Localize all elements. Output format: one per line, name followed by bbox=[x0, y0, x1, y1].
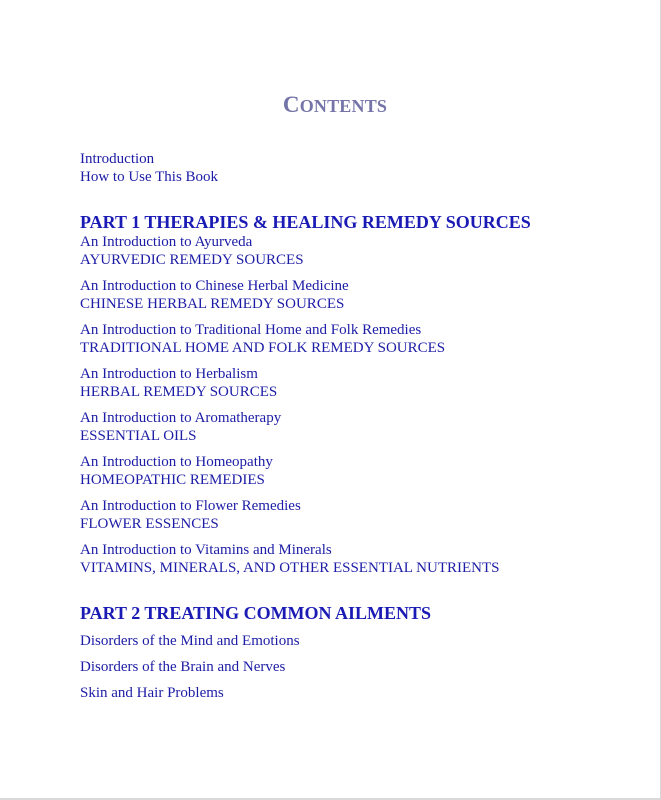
part1-heading[interactable]: PART 1 THERAPIES & HEALING REMEDY SOURCES bbox=[80, 212, 531, 232]
part2-heading[interactable]: PART 2 TREATING COMMON AILMENTS bbox=[80, 603, 432, 623]
toc-link-introduction[interactable]: Introduction bbox=[80, 151, 155, 167]
toc-link-vitamins-minerals[interactable]: VITAMINS, MINERALS, AND OTHER ESSENTIAL NUTRIENTS bbox=[80, 560, 500, 576]
toc-link-folk-sources[interactable]: TRADITIONAL HOME AND FOLK REMEDY SOURCES bbox=[80, 340, 446, 356]
toc-link-intro-folk-remedies[interactable]: An Introduction to Traditional Home and Folk Remedies bbox=[80, 322, 422, 338]
toc-link-intro-chinese-herbal[interactable]: An Introduction to Chinese Herbal Medicine bbox=[80, 278, 349, 294]
page-title bbox=[0, 92, 661, 118]
toc-link-intro-vitamins[interactable]: An Introduction to Vitamins and Minerals bbox=[80, 542, 332, 558]
toc-link-essential-oils[interactable]: ESSENTIAL OILS bbox=[80, 428, 197, 444]
toc-link-intro-homeopathy[interactable]: An Introduction to Homeopathy bbox=[80, 454, 273, 470]
toc-link-brain-nerves[interactable]: Disorders of the Brain and Nerves bbox=[80, 659, 286, 675]
toc-link-flower-essences[interactable]: FLOWER ESSENCES bbox=[80, 516, 219, 532]
toc-link-intro-aromatherapy[interactable]: An Introduction to Aromatherapy bbox=[80, 410, 282, 426]
toc-link-homeopathic-remedies[interactable]: HOMEOPATHIC REMEDIES bbox=[80, 472, 265, 488]
toc-link-how-to-use[interactable]: How to Use This Book bbox=[80, 169, 219, 185]
toc-link-herbal-sources[interactable]: HERBAL REMEDY SOURCES bbox=[80, 384, 278, 400]
toc-link-chinese-sources[interactable]: CHINESE HERBAL REMEDY SOURCES bbox=[80, 296, 345, 312]
title-first-letter: C bbox=[282, 92, 300, 117]
toc-link-ayurvedic-sources[interactable]: AYURVEDIC REMEDY SOURCES bbox=[80, 252, 304, 268]
title-rest: ONTENTS bbox=[299, 96, 388, 116]
toc-link-intro-ayurveda[interactable]: An Introduction to Ayurveda bbox=[80, 234, 253, 250]
toc-link-intro-herbalism[interactable]: An Introduction to Herbalism bbox=[80, 366, 258, 382]
toc-link-intro-flower-remedies[interactable]: An Introduction to Flower Remedies bbox=[80, 498, 301, 514]
toc-link-skin-hair[interactable]: Skin and Hair Problems bbox=[80, 685, 224, 701]
toc-link-mind-emotions[interactable]: Disorders of the Mind and Emotions bbox=[80, 633, 300, 649]
